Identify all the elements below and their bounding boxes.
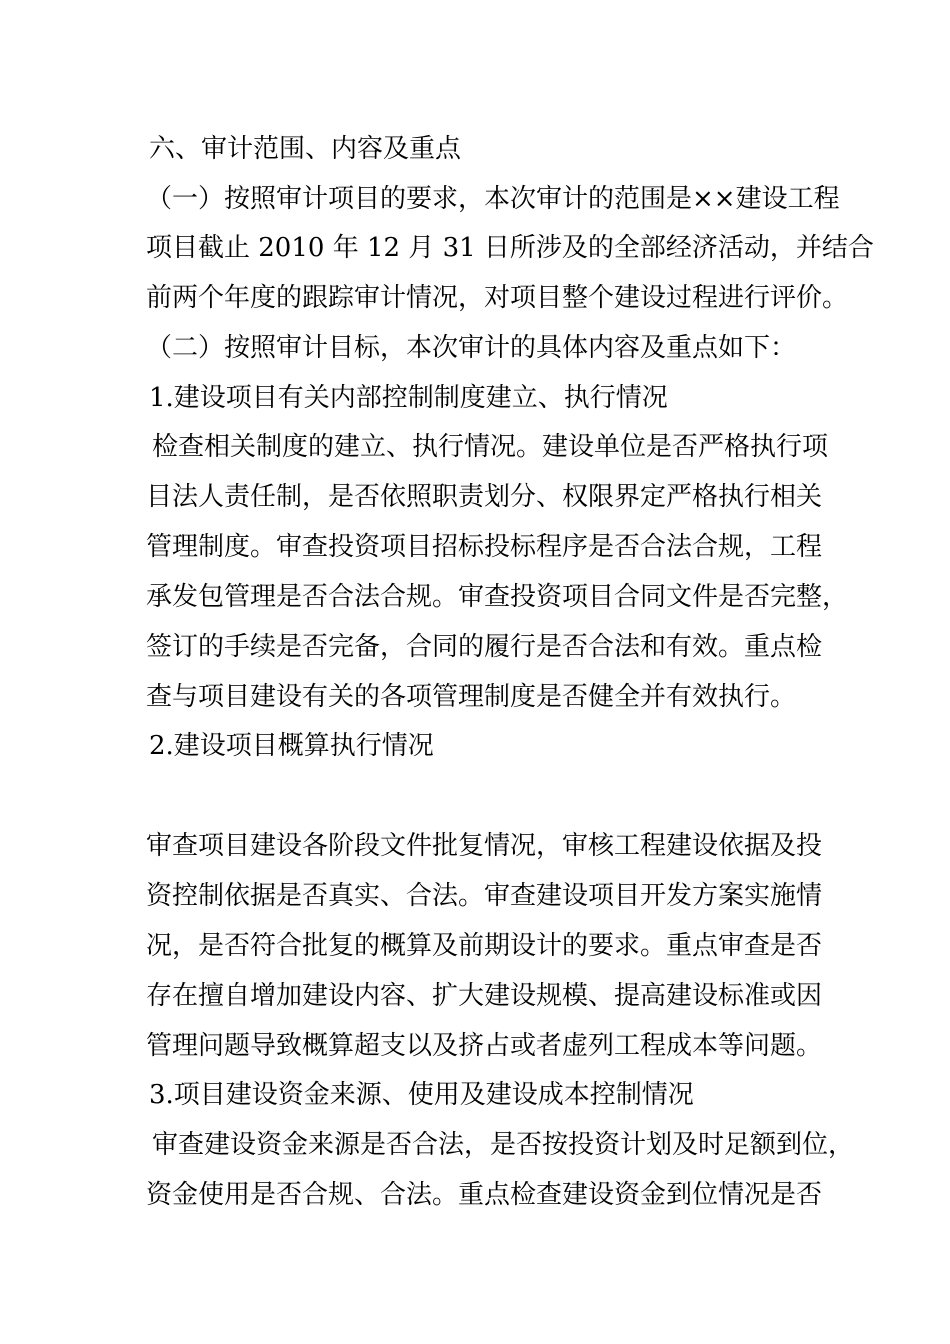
paragraph-line: 前两个年度的跟踪审计情况，对项目整个建设过程进行评价。 xyxy=(146,283,849,313)
paragraph-line: 查与项目建设有关的各项管理制度是否健全并有效执行。 xyxy=(146,682,797,712)
paragraph-line: （一）按照审计项目的要求，本次审计的范围是××建设工程 xyxy=(146,184,840,214)
paragraph-line: 目法人责任制，是否依照职责划分、权限界定严格执行相关 xyxy=(146,482,823,512)
paragraph-line: 况，是否符合批复的概算及前期设计的要求。重点审查是否 xyxy=(146,931,823,961)
paragraph-line: 审查建设资金来源是否合法，是否按投资计划及时足额到位， xyxy=(152,1130,855,1160)
paragraph-line: 检查相关制度的建立、执行情况。建设单位是否严格执行项 xyxy=(152,432,829,462)
paragraph-line: 项目截止 2010 年 12 月 31 日所涉及的全部经济活动，并结合 xyxy=(146,233,874,263)
section-heading: 六、审计范围、内容及重点 xyxy=(149,134,462,164)
paragraph-line: 签订的手续是否完备，合同的履行是否合法和有效。重点检 xyxy=(146,632,823,662)
paragraph-line: （二）按照审计目标，本次审计的具体内容及重点如下： xyxy=(146,333,797,363)
subsection-heading: 1.建设项目有关内部控制制度建立、执行情况 xyxy=(149,383,668,413)
paragraph-line: 资控制依据是否真实、合法。审查建设项目开发方案实施情 xyxy=(146,881,823,911)
paragraph-line: 审查项目建设各阶段文件批复情况，审核工程建设依据及投 xyxy=(146,831,823,861)
paragraph-line: 资金使用是否合规、合法。重点检查建设资金到位情况是否 xyxy=(146,1180,823,1210)
paragraph-line: 承发包管理是否合法合规。审查投资项目合同文件是否完整， xyxy=(146,582,849,612)
paragraph-line: 存在擅自增加建设内容、扩大建设规模、提高建设标准或因 xyxy=(146,981,823,1011)
subsection-heading: 2.建设项目概算执行情况 xyxy=(149,731,434,761)
subsection-heading: 3.项目建设资金来源、使用及建设成本控制情况 xyxy=(149,1080,694,1110)
paragraph-line: 管理问题导致概算超支以及挤占或者虚列工程成本等问题。 xyxy=(146,1031,823,1061)
paragraph-line: 管理制度。审查投资项目招标投标程序是否合法合规，工程 xyxy=(146,532,823,562)
